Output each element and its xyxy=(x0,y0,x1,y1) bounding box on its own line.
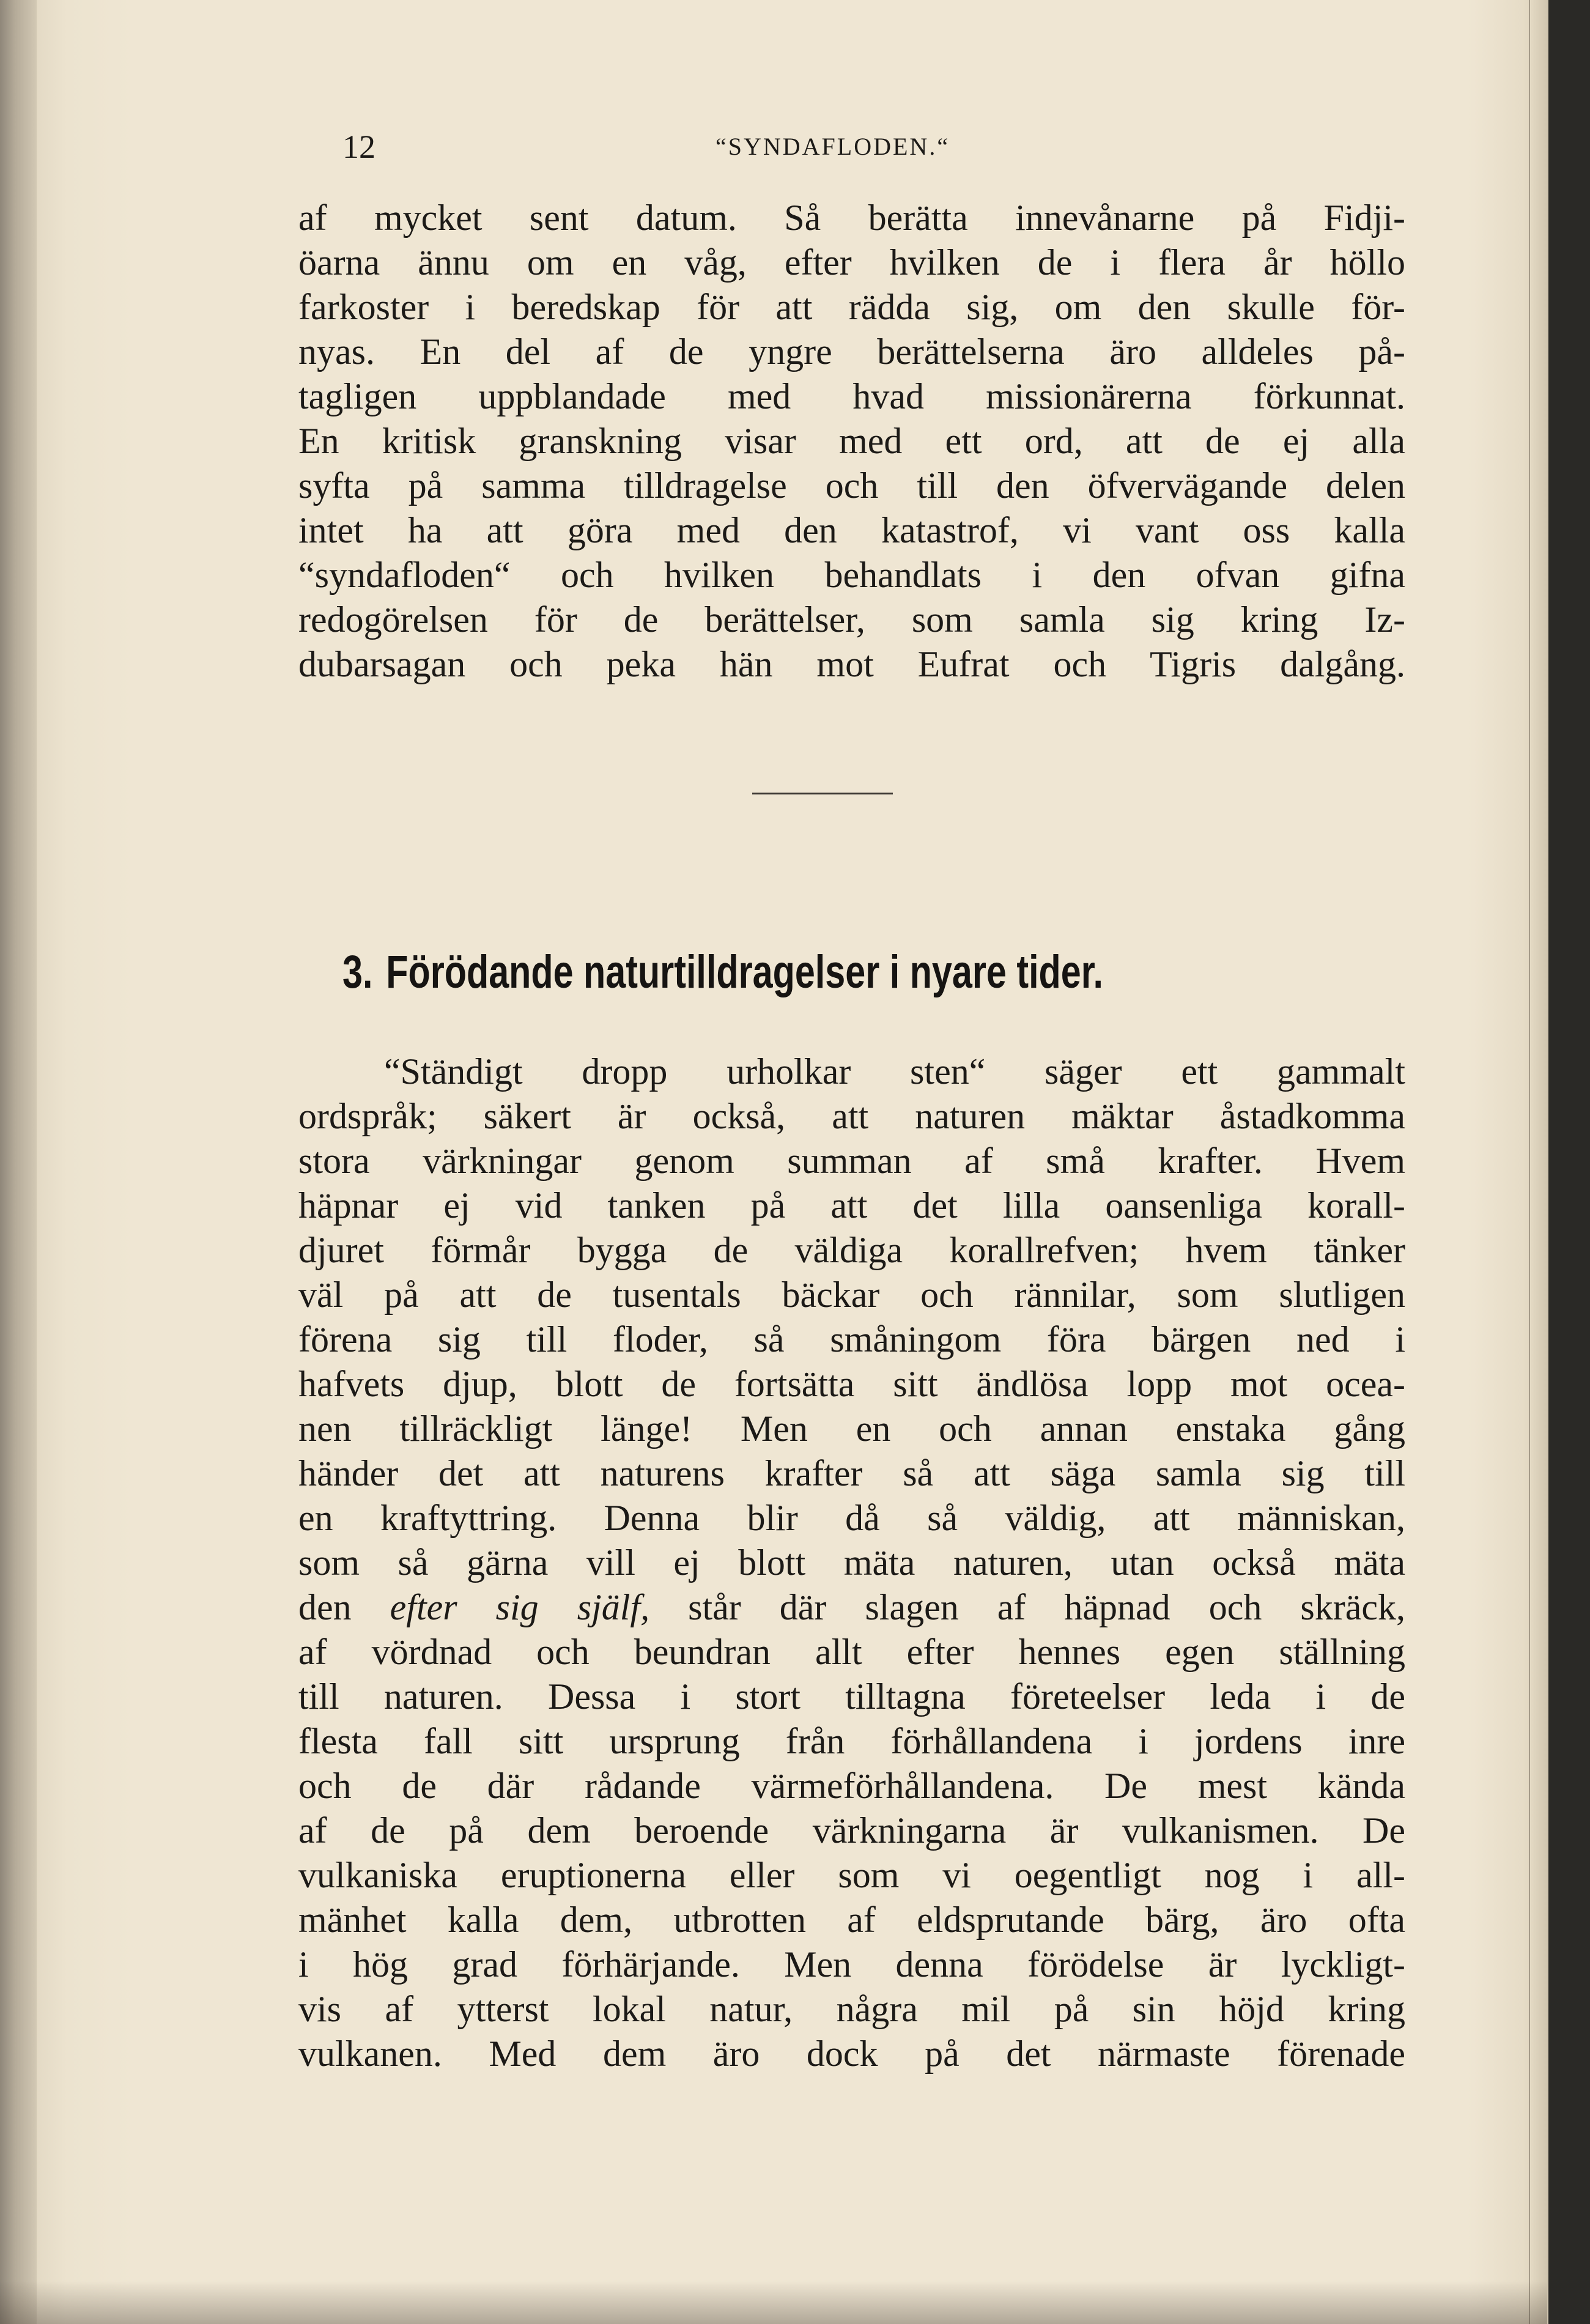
text-line: af de på dem beroende värkningarna är vulkanismen. De xyxy=(298,1810,1405,1851)
text-line: djuret förmår bygga de väldiga korallrefven; hvem tänker xyxy=(298,1230,1405,1270)
text-line: dubarsagan och peka hän mot Eufrat och Tigris dalgång. xyxy=(298,644,1405,684)
text-line: vulkaniska eruptionerna eller som vi oegentligt nog i all- xyxy=(298,1855,1405,1895)
text-line: händer det att naturens krafter så att säga samla sig till xyxy=(298,1453,1405,1493)
text-run: den xyxy=(298,1587,390,1627)
italic-emphasis: efter sig själf, xyxy=(390,1587,650,1627)
text-run: står där slagen af häpnad och skräck, xyxy=(649,1587,1405,1627)
paragraph-2 xyxy=(298,1049,1405,2076)
text-line-with-italic xyxy=(298,1585,1405,1630)
text-line: vis af ytterst lokal natur, några mil på sin höjd kring xyxy=(298,1989,1405,2029)
text-line: öarna ännu om en våg, efter hvilken de i flera år höllo xyxy=(298,242,1405,283)
section-number: 3. xyxy=(342,946,373,998)
next-page-edge xyxy=(1529,0,1548,2324)
text-line: intet ha att göra med den katastrof, vi vant oss kalla xyxy=(298,510,1405,550)
page-header xyxy=(342,125,1400,168)
text-line: ordspråk; säkert är också, att naturen mäktar åstadkomma xyxy=(298,1096,1405,1136)
text-line: “syndafloden“ och hvilken behandlats i den ofvan gifna xyxy=(298,555,1405,595)
text-line: flesta fall sitt ursprung från förhållandena i jordens inre xyxy=(298,1721,1405,1761)
text-line: häpnar ej vid tanken på att det lilla oansenliga korall- xyxy=(298,1185,1405,1226)
text-line: mänhet kalla dem, utbrotten af eldsprutande bärg, äro ofta xyxy=(298,1900,1405,1940)
text-line: till naturen. Dessa i stort tilltagna företeelser leda i de xyxy=(298,1676,1405,1717)
text-line: af mycket sent datum. Så berätta innevånarne på Fidji- xyxy=(298,198,1405,238)
text-line: i hög grad förhärjande. Men denna förödelse är lyckligt- xyxy=(298,1944,1405,1985)
paragraph-1 xyxy=(298,196,1405,687)
text-line: nyas. En del af de yngre berättelserna äro alldeles på- xyxy=(298,331,1405,372)
section-divider-rule xyxy=(752,793,893,794)
text-line: nen tillräckligt länge! Men en och annan enstaka gång xyxy=(298,1408,1405,1449)
text-line: och de där rådande värmeförhållandena. De mest kända xyxy=(298,1766,1405,1806)
text-line: tagligen uppblandade med hvad missionärerna förkunnat. xyxy=(298,376,1405,416)
text-line: redogörelsen för de berättelser, som samla sig kring Iz- xyxy=(298,599,1405,640)
text-line: syfta på samma tilldragelse och till den öfvervägande delen xyxy=(298,465,1405,506)
text-line: farkoster i beredskap för att rädda sig, om den skulle för- xyxy=(298,287,1405,327)
running-head: “SYNDAFLODEN.“ xyxy=(716,133,950,160)
book-spine-shadow xyxy=(0,0,37,2324)
text-line: En kritisk granskning visar med ett ord, att de ej alla xyxy=(298,421,1405,461)
text-line: väl på att de tusentals bäckar och rännilar, som slutligen xyxy=(298,1275,1405,1315)
section-heading xyxy=(342,939,1172,1006)
section-title: Förödande naturtilldragelser i nyare tider. xyxy=(386,946,1104,998)
text-line: hafvets djup, blott de fortsätta sitt ändlösa lopp mot ocea- xyxy=(298,1364,1405,1404)
text-line: vulkanen. Med dem äro dock på det närmaste förenade xyxy=(298,2033,1405,2074)
text-line: en kraftyttring. Denna blir då så väldig, att människan, xyxy=(298,1498,1405,1538)
text-line: af vördnad och beundran allt efter hennes egen ställning xyxy=(298,1632,1405,1672)
page-bottom-shadow xyxy=(0,2281,1547,2324)
page-number: 12 xyxy=(342,128,375,165)
text-line: “Ständigt dropp urholkar sten“ säger ett gammalt xyxy=(384,1051,1405,1092)
text-line: som så gärna vill ej blott mäta naturen, utan också mäta xyxy=(298,1542,1405,1583)
text-line: förena sig till floder, så småningom föra bärgen ned i xyxy=(298,1319,1405,1360)
text-line: stora värkningar genom summan af små krafter. Hvem xyxy=(298,1141,1405,1181)
